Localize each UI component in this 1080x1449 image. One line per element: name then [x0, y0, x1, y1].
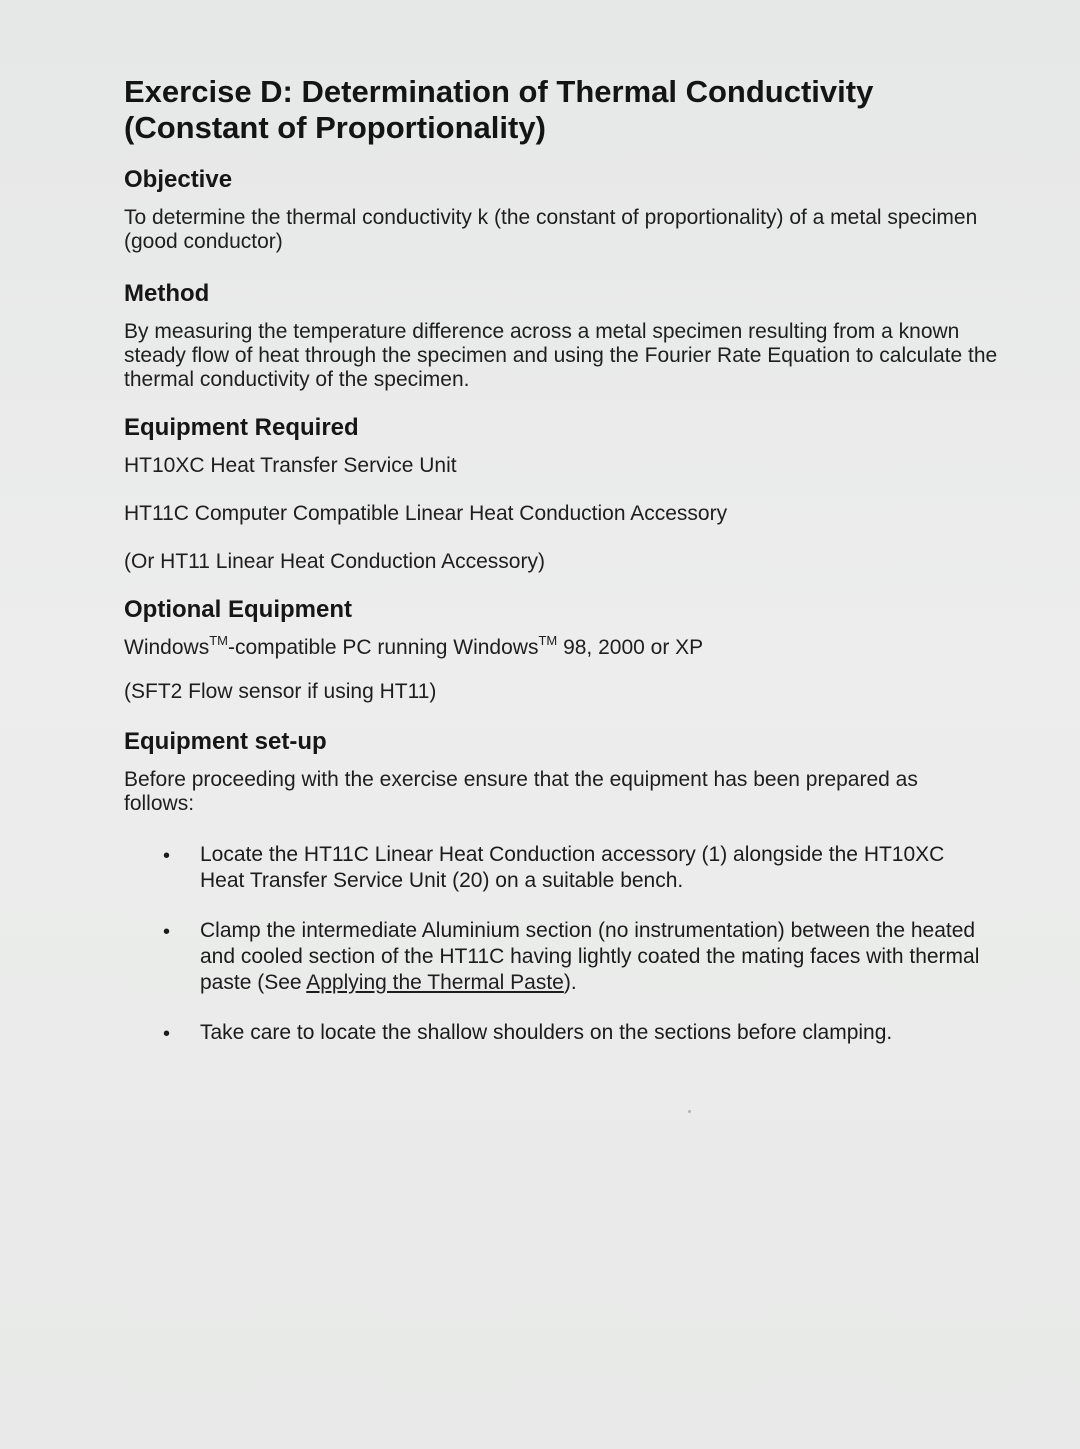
setup-bullet-item [124, 842, 980, 894]
method-section [124, 280, 1000, 392]
pc-text-part-3: 98, 2000 or XP [557, 636, 704, 659]
trademark-mark: TM [209, 633, 228, 648]
equipment-item: HT11C Computer Compatible Linear Heat Conduction Accessory [124, 502, 728, 525]
equipment-item: (Or HT11 Linear Heat Conduction Accessory) [124, 550, 545, 573]
pc-text-part-2: -compatible PC running Windows [227, 636, 539, 659]
equipment-item: HT10XC Heat Transfer Service Unit [124, 454, 457, 477]
equipment-required-heading: Equipment Required [124, 414, 359, 441]
trademark-mark: TM [538, 633, 558, 648]
optional-flow-sensor: (SFT2 Flow sensor if using HT11) [124, 680, 437, 703]
optional-equipment-heading: Optional Equipment [124, 596, 352, 623]
page-title [124, 74, 944, 146]
setup-step-text: Take care to locate the shallow shoulders on the sections before clamping. [200, 1021, 893, 1044]
bullet-marker: • [163, 1023, 171, 1045]
equipment-setup-section [124, 728, 1000, 1046]
paper-speck [688, 1110, 691, 1113]
optional-equipment-section [124, 596, 1000, 704]
setup-step-text: Clamp the intermediate Aluminium section (no instrumentation) between the heated and cooled section of the HT11C having lightly coated the mating faces with thermal paste (See [200, 919, 980, 994]
applying-thermal-paste-link[interactable]: Applying the Thermal Paste [306, 971, 564, 994]
objective-text: To determine the thermal conductivity k (the constant of proportionality) of a metal specimen (good conductor) [124, 206, 978, 253]
pc-text-part-1: Windows [124, 636, 210, 659]
objective-section [124, 166, 1000, 254]
bullet-marker: • [163, 921, 171, 943]
bullet-marker: • [163, 845, 171, 867]
method-heading: Method [124, 280, 210, 307]
equipment-setup-heading: Equipment set-up [124, 728, 327, 755]
optional-pc-requirement [124, 633, 1000, 660]
objective-heading: Objective [124, 166, 233, 193]
equipment-required-section [124, 414, 1000, 574]
setup-bullet-item [124, 1020, 980, 1046]
setup-bullet-list [124, 842, 1000, 1046]
method-text: By measuring the temperature difference across a metal specimen resulting from a known steady flow of heat through the specimen and using the Fourier Rate Equation to calculate the thermal conductivity of the specimen. [124, 320, 998, 391]
setup-step-text: Locate the HT11C Linear Heat Conduction accessory (1) alongside the HT10XC Heat Transfer Service Unit (20) on a suitable bench. [200, 843, 945, 892]
setup-bullet-item [124, 918, 980, 996]
setup-intro-text: Before proceeding with the exercise ensure that the equipment has been prepared as follows: [124, 768, 918, 815]
setup-step-text-end: ). [563, 971, 577, 994]
page-title-line-1: Exercise D: Determination of Thermal Conductivity [124, 74, 874, 109]
page-title-line-2: (Constant of Proportionality) [124, 110, 546, 145]
